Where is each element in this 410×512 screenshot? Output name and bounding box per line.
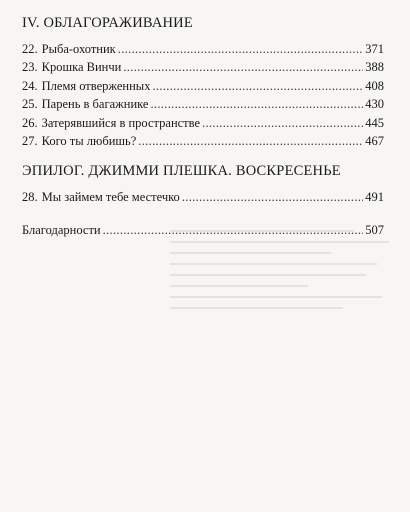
entry-title: Парень в багажнике bbox=[41, 97, 149, 112]
toc-entry-27[interactable] bbox=[22, 132, 384, 150]
dot-leader bbox=[150, 95, 363, 113]
entry-number: 27. bbox=[22, 134, 38, 149]
dot-leader bbox=[138, 132, 363, 150]
entry-number: 26. bbox=[22, 115, 38, 130]
toc-entry-24[interactable] bbox=[22, 77, 384, 95]
dot-leader bbox=[103, 221, 364, 239]
entry-number: 25. bbox=[22, 97, 38, 112]
entry-number: 22. bbox=[22, 42, 38, 56]
entry-page: 491 bbox=[365, 190, 384, 205]
entry-title: Мы займем тебе местечко bbox=[41, 190, 180, 205]
entry-page: 430 bbox=[365, 97, 384, 112]
toc-entry-28[interactable] bbox=[22, 188, 384, 206]
toc-entry-22[interactable] bbox=[22, 40, 384, 58]
toc-entry-acknowledgements[interactable] bbox=[22, 221, 384, 239]
toc-entry-25[interactable] bbox=[22, 95, 384, 113]
entry-page: 388 bbox=[365, 60, 384, 75]
entry-number: 24. bbox=[22, 78, 38, 93]
entry-title: Племя отверженных bbox=[41, 78, 151, 93]
dot-leader bbox=[123, 58, 363, 76]
entry-number: 23. bbox=[22, 60, 38, 75]
entry-title: Крошка Винчи bbox=[41, 60, 122, 75]
entry-number: 28. bbox=[22, 190, 38, 205]
section-title: IV. ОБЛАГОРАЖИВАНИЕ bbox=[22, 15, 193, 31]
entry-title: Благодарности bbox=[22, 222, 101, 237]
section-title: ЭПИЛОГ. ДЖИММИ ПЛЕШКА. ВОСКРЕСЕНЬЕ bbox=[22, 163, 341, 180]
dot-leader bbox=[202, 114, 363, 132]
entry-page: 507 bbox=[365, 222, 384, 237]
bleed-through-texture bbox=[170, 230, 400, 380]
toc-entry-23[interactable] bbox=[22, 58, 384, 76]
entry-page: 408 bbox=[365, 78, 384, 93]
entry-page: 445 bbox=[365, 115, 384, 130]
dot-leader bbox=[152, 77, 363, 95]
table-of-contents bbox=[22, 14, 384, 239]
entry-page: 467 bbox=[365, 134, 384, 149]
dot-leader bbox=[118, 40, 363, 58]
entry-page: 371 bbox=[365, 42, 384, 56]
entry-title: Рыба-охотник bbox=[41, 42, 116, 56]
toc-entry-26[interactable] bbox=[22, 114, 384, 132]
entry-title: Кого ты любишь? bbox=[41, 134, 137, 149]
entry-title: Затерявшийся в пространстве bbox=[41, 115, 201, 130]
dot-leader bbox=[182, 188, 363, 206]
